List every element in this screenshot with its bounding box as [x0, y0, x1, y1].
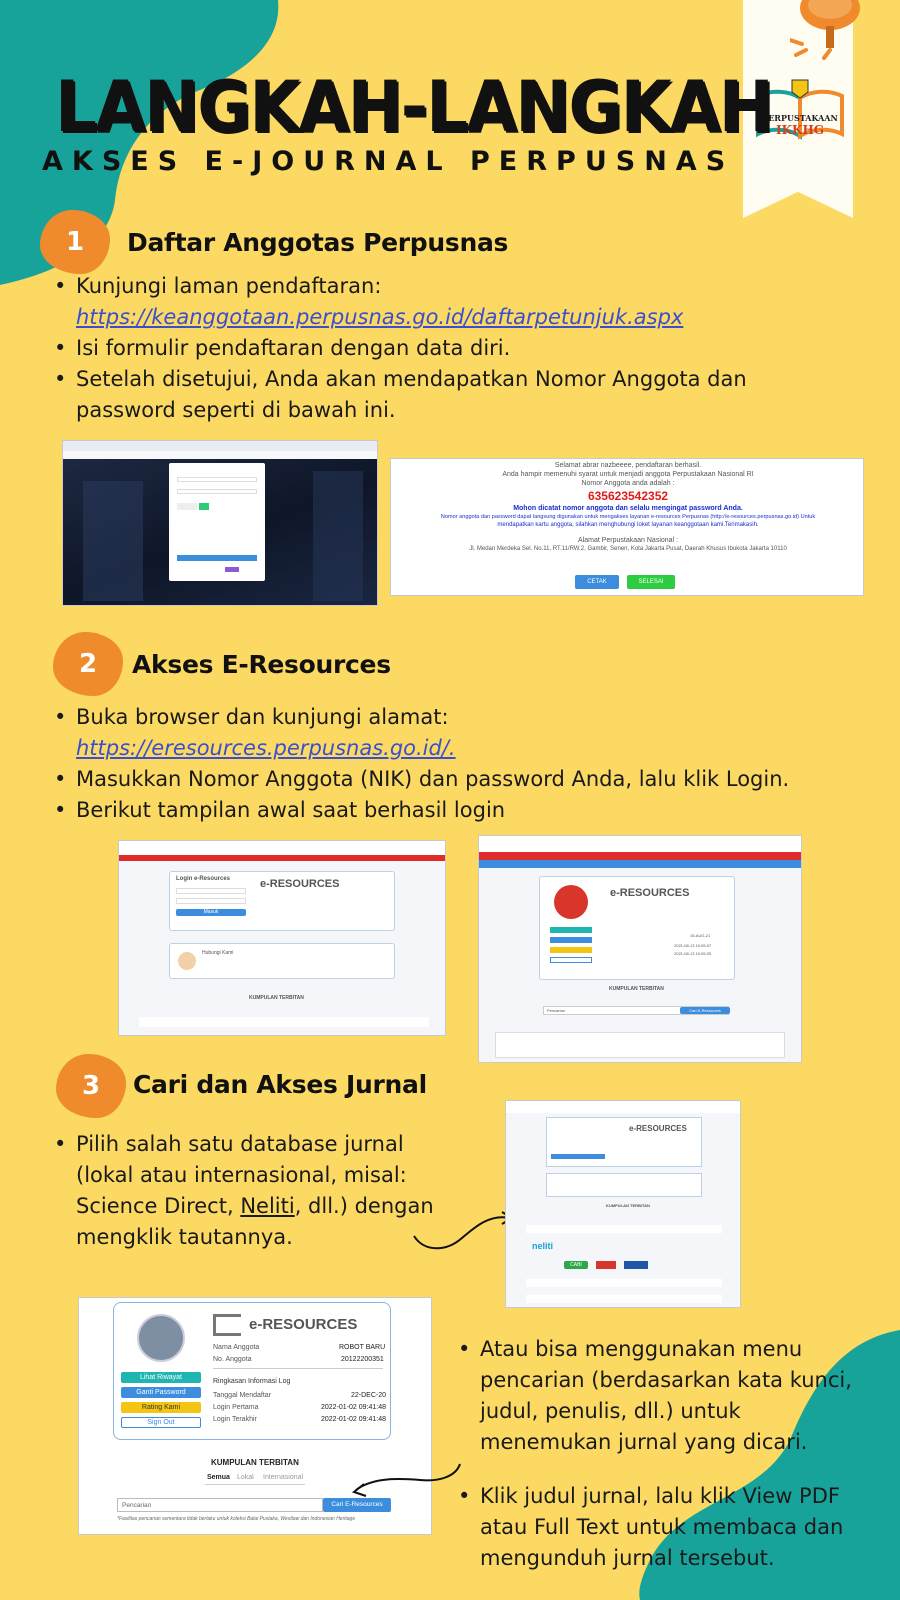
step-3-bullets-right: [456, 1334, 896, 1574]
step-2-bullets: [52, 702, 882, 826]
list-item: • Setelah disetujui, Anda akan mendapatkan Nomor Anggota dan password seperti di bawah ini.: [52, 364, 872, 426]
registration-link[interactable]: https://keanggotaan.perpusnas.go.id/daftarpetunjuk.aspx: [76, 305, 684, 329]
list-item: • Buka browser dan kunjungi alamat: https://eresources.perpusnas.go.id/.: [52, 702, 882, 764]
database-list-screenshot: e-RESOURCES KUMPULAN TERBITAN neliti CABI: [505, 1100, 741, 1308]
history-button[interactable]: Lihat Riwayat: [121, 1372, 201, 1383]
logo-subtext: IKKHG: [775, 123, 825, 137]
avatar: [137, 1314, 185, 1362]
eresources-link[interactable]: https://eresources.perpusnas.go.id/.: [76, 736, 456, 760]
pushpin-icon: [790, 0, 870, 70]
search-button[interactable]: Cari E-Resources: [323, 1498, 391, 1512]
change-password-button[interactable]: Ganti Password: [121, 1387, 201, 1398]
eresources-logo-icon: [213, 1314, 241, 1336]
list-item: • Masukkan Nomor Anggota (NIK) dan password Anda, lalu klik Login.: [52, 764, 882, 795]
finish-button[interactable]: SELESAI: [627, 575, 675, 589]
rating-button[interactable]: Rating Kami: [121, 1402, 201, 1413]
step-1-bullets: [52, 271, 872, 426]
list-item: • Berikut tampilan awal saat berhasil login: [52, 795, 882, 826]
member-number: 635623542352: [587, 489, 669, 503]
login-form: [169, 463, 265, 581]
eresources-login-screenshot: Login e-Resources Masuk e-RESOURCES Hubungi Kami KUMPULAN TERBITAN: [118, 840, 446, 1036]
arrow-icon: [350, 1460, 465, 1502]
step-2-title: Akses E-Resources: [132, 650, 391, 679]
page-title: LANGKAH-LANGKAH: [55, 66, 772, 148]
eresources-brand: e-RESOURCES: [249, 1316, 358, 1333]
arrow-icon: [410, 1208, 520, 1258]
list-item: • Klik judul jurnal, lalu klik View PDF atau Full Text untuk membaca dan mengunduh jurnal tersebut.: [456, 1481, 896, 1574]
tab-internasional[interactable]: Internasional: [263, 1474, 304, 1481]
member-dashboard-screenshot: Lihat Riwayat Ganti Password Rating Kami Sign Out e-RESOURCES Nama Anggota ROBOT BARU No. Anggota 20122200351 Ringkasan Informasi Log Tanggal Mendaftar 22-DEC-20 Login Pertama 2022-01-02 09:41:48 Login Terakhir 2022-01-02 09:41:48 KUMPULAN TERBITAN Semua Lokal Internasional Pencarian Cari E-Resources *Fasilitas pencarian sementara tidak berlaku untuk koleksi Balai Pustaka, Westlaw dan Indonesian Heritage: [78, 1297, 432, 1535]
list-item: • Atau bisa menggunakan menu pencarian (berdasarkan kata kunci, judul, penulis, dll.) untuk menemukan jurnal yang dicari.: [456, 1334, 896, 1458]
step-1-badge: 1: [40, 210, 110, 274]
step-3-title: Cari dan Akses Jurnal: [133, 1070, 427, 1099]
logo-text: PERPUSTAKAAN: [762, 113, 838, 123]
list-item: • Kunjungi laman pendaftaran: https://keanggotaan.perpusnas.go.id/daftarpetunjuk.aspx: [52, 271, 872, 333]
page-subtitle: AKSES E-JOURNAL PERPUSNAS: [42, 146, 735, 177]
list-item: • Isi formulir pendaftaran dengan data diri.: [52, 333, 872, 364]
print-button[interactable]: CETAK: [575, 575, 619, 589]
step-2-badge: 2: [53, 632, 123, 696]
step-1-title: Daftar Anggotas Perpusnas: [127, 228, 509, 257]
tab-semua[interactable]: Semua: [207, 1474, 230, 1481]
step-3-badge: 3: [56, 1054, 126, 1118]
neliti-link[interactable]: Neliti: [240, 1194, 295, 1218]
signout-button[interactable]: Sign Out: [121, 1417, 201, 1428]
registration-success-screenshot: Selamat abrar nazbeeee, pendaftaran berhasil. Anda hampir memenuhi syarat untuk menjadi anggota Perpustakaan Nasional RI Nomor Anggota anda adalah : 635623542352 Mohon dicatat nomor anggota dan selalu mengingat password Anda. Nomor anggota dan password dapat langsung digunakan untuk mengakses layanan e-resources Perpusnas (http://e-resources.perpusnas.go.id) Untuk mendapatkan kartu anggota, silahkan menghubungi loket layanan keanggotaan kami.Terimakasih. Alamat Perpustakaan Nasional : Jl. Medan Merdeka Sel. No.11, RT.11/RW.2, Gambir, Senen, Kota Jakarta Pusat, Daerah Khusus Ibukota Jakarta 10110 CETAK SELESAI: [390, 458, 864, 596]
step-3-bullets-left: [52, 1129, 472, 1253]
masuk-button[interactable]: Masuk: [176, 909, 246, 916]
list-item: • Pilih salah satu database jurnal (lokal atau internasional, misal: Science Direct, Neliti, dll.) dengan mengklik tautannya.: [52, 1129, 472, 1253]
tab-lokal[interactable]: Lokal: [237, 1474, 254, 1481]
eresources-dashboard-screenshot: e-RESOURCES 15-AUG-21 2021-08-13 10:05:07 2021-08-13 10:05:25 KUMPULAN TERBITAN Pencarian Cari E-Resources: [478, 835, 802, 1063]
search-input[interactable]: Pencarian: [117, 1498, 323, 1512]
login-screenshot: [62, 440, 378, 606]
